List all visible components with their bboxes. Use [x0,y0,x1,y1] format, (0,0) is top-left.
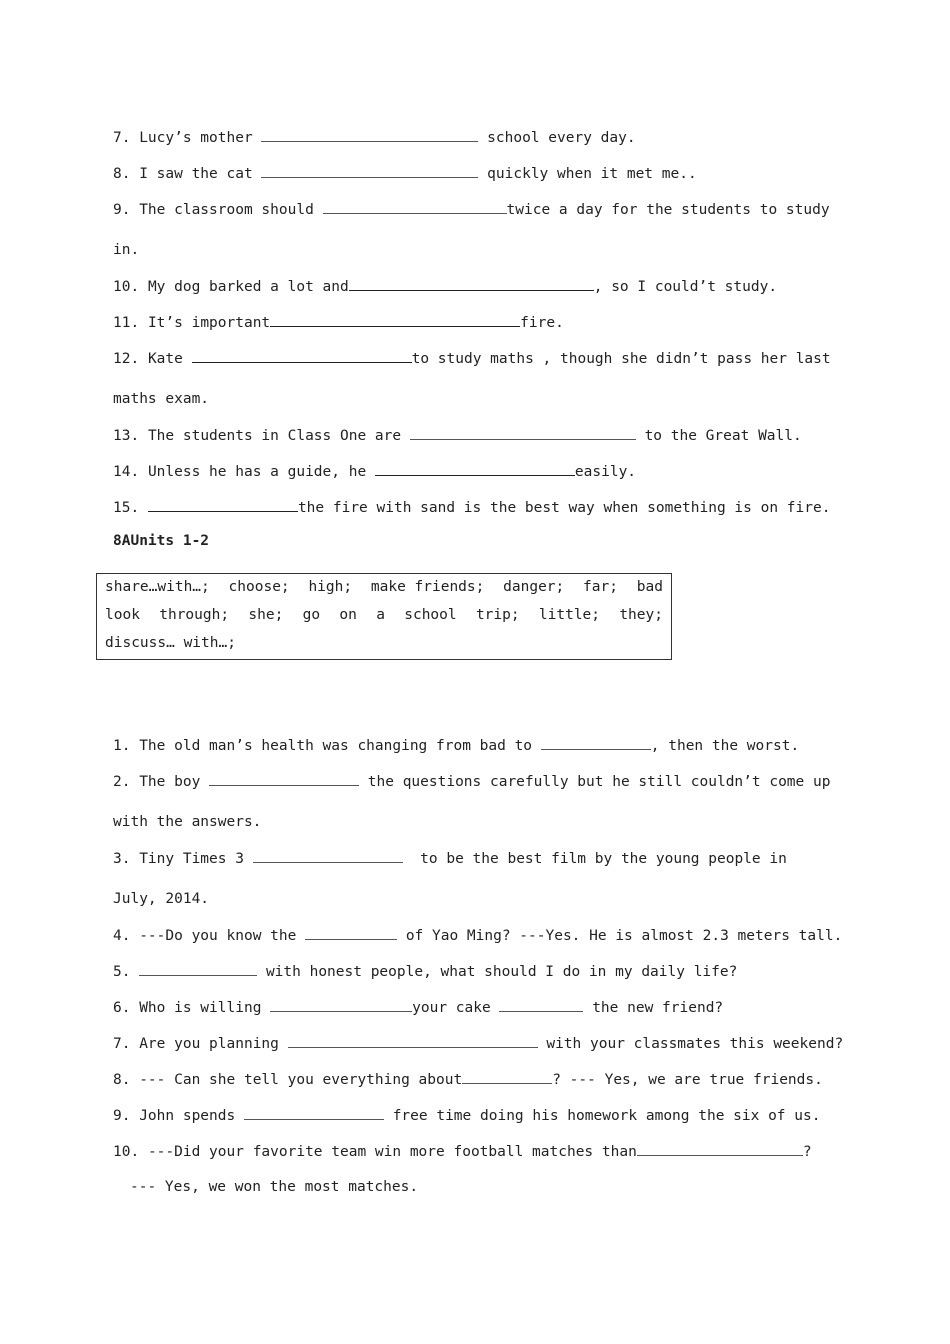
question-13 [113,425,802,446]
question-7 [113,127,636,148]
question-3-continued: July, 2014. [113,891,210,907]
word-bank-item: make friends; [370,579,485,595]
word-bank-item: discuss… with…; [105,635,236,651]
question-number: 8. [113,1072,131,1088]
question-10 [113,276,777,297]
question-10b-continued: --- Yes, we won the most matches. [130,1179,419,1195]
question-text: your cake [412,1000,491,1016]
word-bank-item: bad [636,579,663,595]
question-text: with honest people, what should I do in my daily life? [265,964,738,980]
question-number: 13. [113,428,140,444]
word-bank-item: she; [248,607,284,623]
question-text: of Yao Ming? ---Yes. He is almost 2.3 meters tall. [405,928,843,944]
question-text: It’s important [147,315,271,331]
answer-blank[interactable] [261,163,478,178]
answer-blank[interactable] [270,312,520,327]
question-7b [113,1033,843,1054]
question-12-continued: maths exam. [113,391,210,407]
word-bank-item: they; [619,607,663,623]
question-9 [113,199,830,220]
question-14 [113,461,636,482]
question-number: 10. [113,1144,140,1160]
question-8b [113,1069,823,1090]
question-9-continued: in. [113,242,140,258]
answer-blank[interactable] [270,997,412,1012]
word-bank-item: through; [159,607,230,623]
answer-blank[interactable] [499,997,583,1012]
question-10b [113,1141,812,1162]
question-text: Who is willing [139,1000,262,1016]
word-bank-item: high; [308,579,353,595]
question-number: 9. [113,202,131,218]
question-text: Lucy’s mother [139,130,253,146]
question-number: 15. [113,500,140,516]
question-number: 7. [113,1036,131,1052]
answer-blank[interactable] [305,925,397,940]
question-text: twice a day for the students to study [506,202,830,218]
question-6 [113,997,723,1018]
question-number: 7. [113,130,131,146]
answer-blank[interactable] [209,771,359,786]
answer-blank[interactable] [349,276,594,291]
word-bank-row [105,576,663,604]
question-2 [113,771,830,792]
word-bank-item: a [376,607,385,623]
answer-blank[interactable] [139,961,257,976]
answer-blank[interactable] [148,497,298,512]
question-text: the questions carefully but he still couldn’t come up [367,774,831,790]
question-text: free time doing his homework among the six of us. [392,1108,821,1124]
question-text: fire. [520,315,564,331]
question-text: quickly when it met me.. [487,166,697,182]
question-15 [113,497,830,518]
word-bank-item: go [302,607,321,623]
question-number: 8. [113,166,131,182]
answer-blank[interactable] [288,1033,538,1048]
answer-blank[interactable] [244,1105,384,1120]
question-number: 12. [113,351,140,367]
question-text: school every day. [487,130,636,146]
question-text: , then the worst. [650,738,800,754]
question-1 [113,735,799,756]
question-text: Kate [147,351,183,367]
question-number: 4. [113,928,131,944]
question-text: to the Great Wall. [644,428,802,444]
question-text: The boy [139,774,201,790]
word-bank-item: far; [583,579,618,595]
answer-blank[interactable] [462,1069,552,1084]
answer-blank[interactable] [637,1141,803,1156]
word-bank-row [105,604,663,632]
question-text: the fire with sand is the best way when something is on fire. [297,500,831,516]
question-9b [113,1105,820,1126]
answer-blank[interactable] [192,348,412,363]
question-text: ---Did your favorite team win more football matches than [147,1144,637,1160]
question-number: 6. [113,1000,131,1016]
word-bank-item: school [404,607,457,623]
question-number: 10. [113,279,140,295]
answer-blank[interactable] [375,461,575,476]
answer-blank[interactable] [541,735,651,750]
question-text: ? [802,1144,812,1160]
word-bank-box [96,573,672,660]
question-text: easily. [574,464,637,480]
answer-blank[interactable] [261,127,478,142]
question-2-continued: with the answers. [113,814,262,830]
question-text: John spends [139,1108,236,1124]
question-text: the new friend? [592,1000,724,1016]
word-bank-item: look [105,607,140,623]
question-number: 3. [113,851,131,867]
question-text: The old man’s health was changing from bad to [139,738,533,754]
question-number: 11. [113,315,140,331]
section-heading: 8AUnits 1-2 [113,533,210,549]
question-8 [113,163,697,184]
question-text: ---Do you know the [139,928,297,944]
question-text: My dog barked a lot and [147,279,349,295]
question-number: 2. [113,774,131,790]
question-number: 9. [113,1108,131,1124]
word-bank-row [105,632,663,660]
question-text: ? --- Yes, we are true friends. [552,1072,823,1088]
question-number: 5. [113,964,131,980]
answer-blank[interactable] [410,425,636,440]
question-text: Are you planning [139,1036,279,1052]
question-text: Tiny Times 3 [139,851,244,867]
word-bank-item: share…with…; [105,579,210,595]
question-text: The classroom should [139,202,314,218]
question-3 [113,848,787,869]
question-text: to study maths , though she didn’t pass her last [411,351,831,367]
question-text: I saw the cat [139,166,253,182]
word-bank-item: on [339,607,357,623]
word-bank-item: danger; [503,579,565,595]
word-bank-item: little; [538,607,601,623]
question-text: --- Can she tell you everything about [139,1072,463,1088]
question-text: with your classmates this weekend? [546,1036,844,1052]
question-number: 14. [113,464,140,480]
question-5 [113,961,737,982]
answer-blank[interactable] [253,848,403,863]
question-text: Unless he has a guide, he [147,464,367,480]
question-11 [113,312,564,333]
word-bank-item: trip; [475,607,520,623]
question-12 [113,348,831,369]
word-bank-item: choose; [228,579,290,595]
question-number: 1. [113,738,131,754]
question-4 [113,925,842,946]
question-text: to be the best film by the young people in [420,851,787,867]
question-text: The students in Class One are [147,428,402,444]
question-text: , so I could’t study. [593,279,778,295]
answer-blank[interactable] [323,199,507,214]
